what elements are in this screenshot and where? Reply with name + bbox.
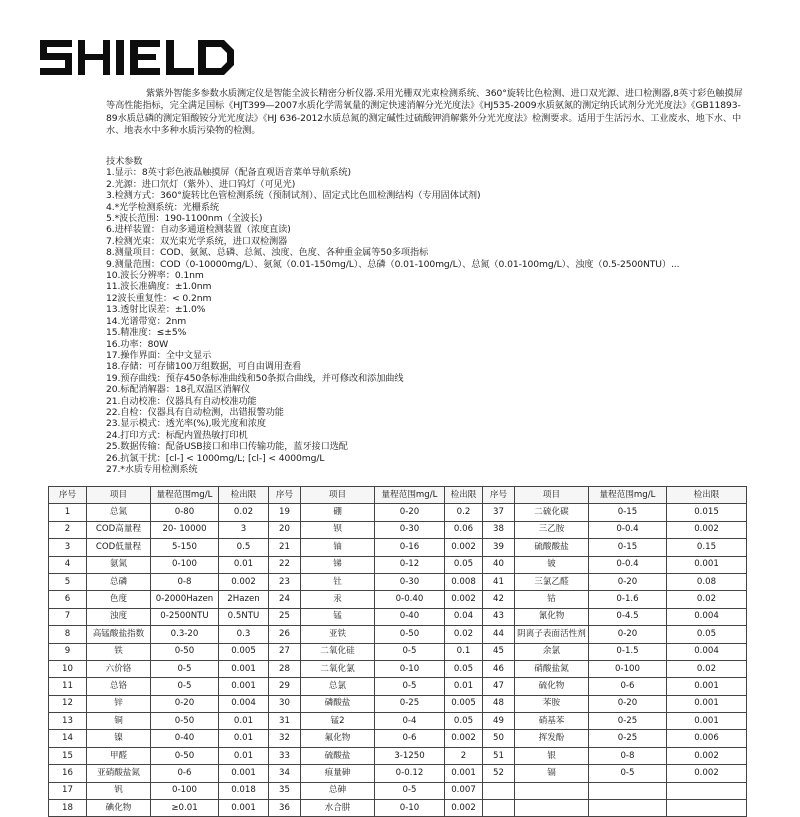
table-cell: 0-5	[151, 678, 219, 695]
table-cell	[515, 800, 589, 817]
table-cell: 水合肼	[301, 800, 375, 817]
table-cell: 0-40	[375, 608, 445, 625]
spec-item: 5.*波长范围：190-1100nm（全波长)	[106, 213, 263, 225]
table-cell: 铍	[515, 556, 589, 573]
parameter-table	[48, 486, 747, 817]
table-cell: 阴离子表面活性剂	[515, 626, 589, 643]
spec-item: 4.*光学检测系统：光栅系统	[106, 201, 220, 213]
table-cell: 0.5NTU	[219, 608, 269, 625]
table-cell: 0-10	[375, 660, 445, 677]
table-cell: 20	[269, 521, 301, 538]
spec-item: 20.标配消解器：18孔双温区消解仪	[106, 384, 250, 396]
table-cell: 40	[483, 556, 515, 573]
table-cell: 0.06	[445, 521, 483, 538]
table-cell: 0.05	[667, 626, 747, 643]
table-cell: 0-15	[589, 504, 667, 521]
table-cell: 0-6	[375, 730, 445, 747]
table-cell: 32	[269, 730, 301, 747]
table-cell: 31	[269, 713, 301, 730]
spec-item: 7.检测光束：双光束光学系统，进口双检测器	[106, 235, 288, 247]
table-cell: 24	[269, 591, 301, 608]
table-row	[49, 556, 747, 573]
table-cell: 4	[49, 556, 87, 573]
table-cell: 0-20	[589, 626, 667, 643]
spec-item: 16.功率：80W	[106, 338, 169, 350]
table-cell: 0-40	[151, 730, 219, 747]
table-cell: 0.05	[445, 660, 483, 677]
table-cell: 0-50	[151, 643, 219, 660]
table-cell: 2Hazen	[219, 591, 269, 608]
spec-item: 14.光谱带宽：2nm	[106, 315, 187, 327]
spec-item: 26.抗氯干扰：[cl-] < 1000mg/L; [cl-] < 4000mg/L	[106, 452, 325, 464]
column-header: 序号	[483, 487, 515, 504]
column-header: 量程范围mg/L	[375, 487, 445, 504]
table-cell: 0.002	[445, 539, 483, 556]
table-cell: 0.005	[445, 695, 483, 712]
table-cell: 52	[483, 765, 515, 782]
table-cell: 3-1250	[375, 747, 445, 764]
table-head	[49, 487, 747, 504]
table-cell: 总磷	[87, 573, 151, 590]
table-cell: 0.001	[219, 660, 269, 677]
table-cell: 高锰酸盐指数	[87, 626, 151, 643]
table-cell: 钡	[301, 521, 375, 538]
column-header: 项目	[87, 487, 151, 504]
table-body	[49, 504, 747, 817]
table-cell: 0.002	[667, 765, 747, 782]
spec-item: 24.打印方式：标配内置热敏打印机	[106, 429, 248, 441]
table-cell: 47	[483, 678, 515, 695]
table-cell: 挥发酚	[515, 730, 589, 747]
table-cell: 0.004	[667, 608, 747, 625]
table-cell: 0-50	[375, 626, 445, 643]
table-cell: 0-0.12	[375, 765, 445, 782]
table-cell: 0.04	[445, 608, 483, 625]
table-cell: 28	[269, 660, 301, 677]
table-cell: 钒	[87, 782, 151, 799]
table-cell: 0.002	[667, 521, 747, 538]
table-cell: 8	[49, 626, 87, 643]
table-cell: 硫化物	[515, 678, 589, 695]
table-cell: 37	[483, 504, 515, 521]
spec-item: 10.波长分辨率：0.1nm	[106, 270, 204, 282]
table-cell: 三乙胺	[515, 521, 589, 538]
table-cell: 0-30	[375, 573, 445, 590]
table-cell: 18	[49, 800, 87, 817]
spec-item: 3.检测方式：360°旋转比色管检测系统（预制试剂）、固定式比色皿检测结构（专用固体试剂)	[106, 190, 481, 202]
table-cell: 19	[269, 504, 301, 521]
spec-item: 13.透射比误差：±1.0%	[106, 304, 206, 316]
table-cell: 0-5	[375, 678, 445, 695]
spec-item: 19.预存曲线：预存450条标准曲线和50条拟合曲线，并可修改和添加曲线	[106, 372, 404, 384]
table-cell: 总氮	[87, 504, 151, 521]
table-row	[49, 713, 747, 730]
table-cell: 银	[515, 747, 589, 764]
table-cell: 0-20	[375, 504, 445, 521]
table-cell: 0.02	[219, 504, 269, 521]
table-cell: 27	[269, 643, 301, 660]
table-row	[49, 660, 747, 677]
table-cell: 0.01	[219, 713, 269, 730]
table-cell: ≥0.01	[151, 800, 219, 817]
table-cell: 0-1.5	[589, 643, 667, 660]
table-cell: 钴	[515, 591, 589, 608]
table-cell: 12	[49, 695, 87, 712]
table-cell: 0.3	[219, 626, 269, 643]
table-cell: 9	[49, 643, 87, 660]
table-cell: 0-12	[375, 556, 445, 573]
table-cell: 0-8	[589, 747, 667, 764]
table-cell: 铀	[301, 539, 375, 556]
table-cell: 0.002	[445, 591, 483, 608]
table-cell: 26	[269, 626, 301, 643]
table-cell: 21	[269, 539, 301, 556]
table-cell	[483, 800, 515, 817]
table-cell: 0.01	[219, 730, 269, 747]
table-cell: 49	[483, 713, 515, 730]
table-cell: 0.01	[219, 747, 269, 764]
table-cell: 磷酸盐	[301, 695, 375, 712]
table-cell: 17	[49, 782, 87, 799]
table-cell: 0.007	[445, 782, 483, 799]
table-cell: 铜	[87, 713, 151, 730]
spec-item: 22.自检：仪器具有自动检测，出错报警功能	[106, 406, 284, 418]
table-cell: 0-2500NTU	[151, 608, 219, 625]
table-cell: 20- 10000	[151, 521, 219, 538]
spec-title: 技术参数	[106, 156, 143, 167]
table-cell: 三氯乙醛	[515, 573, 589, 590]
table-cell: 0-50	[151, 713, 219, 730]
table-cell	[667, 800, 747, 817]
table-cell: COD高量程	[87, 521, 151, 538]
column-header: 检出限	[445, 487, 483, 504]
table-row	[49, 730, 747, 747]
table-cell: 六价铬	[87, 660, 151, 677]
table-cell	[589, 782, 667, 799]
table-cell: 33	[269, 747, 301, 764]
spec-item: 27.*水质专用检测系统	[106, 463, 198, 475]
spec-item: 2.光源：进口氘灯（紫外）、进口钨灯（可见光)	[106, 178, 296, 190]
table-cell: 3	[49, 539, 87, 556]
table-row	[49, 539, 747, 556]
table-cell: 36	[269, 800, 301, 817]
table-cell: 48	[483, 695, 515, 712]
table-cell	[589, 800, 667, 817]
spec-item: 6.进样装置：自动多通道检测装置（浓度直读)	[106, 224, 291, 236]
table-cell: 总砷	[301, 782, 375, 799]
table-cell: 亚硝酸盐氮	[87, 765, 151, 782]
table-cell: 11	[49, 678, 87, 695]
table-cell: 0.1	[445, 643, 483, 660]
table-cell: 38	[483, 521, 515, 538]
table-cell: 镍	[87, 730, 151, 747]
table-cell: 铁	[87, 643, 151, 660]
table-cell: 0.001	[667, 556, 747, 573]
column-header: 项目	[515, 487, 589, 504]
table-cell: 锰	[301, 608, 375, 625]
table-cell: 0.008	[445, 573, 483, 590]
table-cell: 0.001	[219, 765, 269, 782]
brand-logo	[38, 38, 238, 78]
table-cell: 0-20	[589, 695, 667, 712]
table-cell: 苯胺	[515, 695, 589, 712]
table-cell: 30	[269, 695, 301, 712]
table-cell: 16	[49, 765, 87, 782]
table-cell: 二氧化氯	[301, 660, 375, 677]
table-cell: 二硫化碳	[515, 504, 589, 521]
table-cell: 二氧化硅	[301, 643, 375, 660]
spec-section	[106, 156, 766, 475]
table-cell: 0-6	[589, 678, 667, 695]
table-cell: 35	[269, 782, 301, 799]
table-cell	[515, 782, 589, 799]
spec-item: 23.显示模式：透光率(%),吸光度和浓度	[106, 418, 266, 430]
table-cell: 0-5	[589, 765, 667, 782]
table-cell: 43	[483, 608, 515, 625]
table-cell: 镉	[515, 765, 589, 782]
table-cell: 0.002	[445, 800, 483, 817]
table-cell: 亚铁	[301, 626, 375, 643]
table-row	[49, 765, 747, 782]
table-row	[49, 643, 747, 660]
spec-item: 15.精准度：≤±5%	[106, 327, 187, 339]
table-cell: 0-4	[375, 713, 445, 730]
spec-item: 9.测量范围：COD（0-10000mg/L）、氨氮（0.01-150mg/L）、总磷（0.01-100mg/L）、总氮（0.01-100mg/L）、浊度（0.5-2500NTU）...	[106, 258, 680, 270]
table-cell: 0.002	[219, 573, 269, 590]
table-cell: 汞	[301, 591, 375, 608]
table-cell: 50	[483, 730, 515, 747]
table-cell: 硝酸盐氮	[515, 660, 589, 677]
table-cell: 46	[483, 660, 515, 677]
column-header: 量程范围mg/L	[151, 487, 219, 504]
table-row	[49, 695, 747, 712]
table-cell: 总氯	[301, 678, 375, 695]
table-cell: 0.004	[667, 643, 747, 660]
column-header: 项目	[301, 487, 375, 504]
table-cell: 0.018	[219, 782, 269, 799]
table-cell: 0.015	[667, 504, 747, 521]
table-cell: 0.004	[219, 695, 269, 712]
table-cell: 色度	[87, 591, 151, 608]
table-cell: 硝基苯	[515, 713, 589, 730]
table-cell: 0-16	[375, 539, 445, 556]
table-cell: 0-25	[589, 713, 667, 730]
spec-item: 17.操作界面：全中文显示	[106, 349, 212, 361]
table-cell: 0-6	[151, 765, 219, 782]
table-cell: 0-80	[151, 504, 219, 521]
table-row	[49, 747, 747, 764]
table-cell: 51	[483, 747, 515, 764]
table-cell: 0.01	[219, 556, 269, 573]
table-cell: 0-2000Hazen	[151, 591, 219, 608]
spec-item: 12波长重复性：< 0.2nm	[106, 292, 212, 304]
table-cell: 0-25	[375, 695, 445, 712]
table-cell: 42	[483, 591, 515, 608]
table-cell: 5-150	[151, 539, 219, 556]
table-cell: 45	[483, 643, 515, 660]
shield-logo-graphic	[38, 38, 238, 78]
table-cell: 0-100	[589, 660, 667, 677]
table-cell: 13	[49, 713, 87, 730]
table-cell: 锌	[87, 695, 151, 712]
table-cell: 7	[49, 608, 87, 625]
table-cell: 锰2	[301, 713, 375, 730]
table-cell: 0-5	[375, 782, 445, 799]
table-cell: 3	[219, 521, 269, 538]
column-header: 序号	[269, 487, 301, 504]
table-cell: 0.05	[445, 556, 483, 573]
table-cell: 氨氮	[87, 556, 151, 573]
table-cell: 总铬	[87, 678, 151, 695]
table-cell: 34	[269, 765, 301, 782]
table-cell: 0-5	[375, 643, 445, 660]
table-cell: 44	[483, 626, 515, 643]
table-cell: 锑	[301, 556, 375, 573]
table-cell: 0.08	[667, 573, 747, 590]
spec-item: 25.数据传输：配备USB接口和串口传输功能，蓝牙接口选配	[106, 441, 348, 453]
table-cell: 0.001	[667, 695, 747, 712]
table-row	[49, 626, 747, 643]
table-cell: 0.001	[667, 678, 747, 695]
table-cell: 0.5	[219, 539, 269, 556]
table-row	[49, 591, 747, 608]
table-cell: 5	[49, 573, 87, 590]
table-cell: 0-4.5	[589, 608, 667, 625]
table-row	[49, 608, 747, 625]
table-cell: 硫酸酸盐	[515, 539, 589, 556]
table-row	[49, 573, 747, 590]
table-cell: 0.001	[219, 678, 269, 695]
table-cell: 0.02	[667, 660, 747, 677]
table-cell: 0.001	[445, 765, 483, 782]
table-cell: 0-8	[151, 573, 219, 590]
spec-item: 1.显示：8英寸彩色液晶触摸屏（配备直观语音菜单导航系统)	[106, 167, 351, 179]
table-cell: 0.02	[667, 591, 747, 608]
table-row	[49, 800, 747, 817]
table-cell: 41	[483, 573, 515, 590]
spec-item: 18.存储：可存储100万组数据，可自由调用查看	[106, 361, 302, 373]
table-cell: 0.001	[219, 800, 269, 817]
table-cell: 0.001	[667, 713, 747, 730]
table-cell: 22	[269, 556, 301, 573]
table-cell: 0-0.4	[589, 521, 667, 538]
table-cell: 0-0.40	[375, 591, 445, 608]
table-cell: 14	[49, 730, 87, 747]
table-cell: 碘化物	[87, 800, 151, 817]
table-cell: 0.3-20	[151, 626, 219, 643]
table-cell: 氟化物	[301, 730, 375, 747]
table-cell: 0.01	[445, 678, 483, 695]
table-row	[49, 782, 747, 799]
spec-item: 11.波长准确度：±1.0nm	[106, 281, 212, 293]
product-intro	[106, 88, 746, 138]
table-cell: 0.05	[445, 713, 483, 730]
table-cell: 氰化物	[515, 608, 589, 625]
table-cell: 硼	[301, 504, 375, 521]
table-cell: 0-15	[589, 539, 667, 556]
table-cell: 0-100	[151, 556, 219, 573]
table-cell: 硫酸盐	[301, 747, 375, 764]
table-row	[49, 678, 747, 695]
table-cell: 0.15	[667, 539, 747, 556]
table-cell: 0-1.6	[589, 591, 667, 608]
table-cell: 0-20	[589, 573, 667, 590]
table-cell: 10	[49, 660, 87, 677]
table-cell: 2	[49, 521, 87, 538]
table-cell: 浊度	[87, 608, 151, 625]
table-cell: 余氯	[515, 643, 589, 660]
spec-item: 21.自动校准：仪器具有自动校准功能	[106, 395, 257, 407]
table-cell: 0-25	[589, 730, 667, 747]
table-cell: 0-20	[151, 695, 219, 712]
table-cell: 23	[269, 573, 301, 590]
column-header: 检出限	[219, 487, 269, 504]
spec-item: 8.测量项目：COD、氨氮、总磷、总氮、浊度、色度、各种重金属等50多项指标	[106, 247, 429, 259]
table-cell: 0-5	[151, 660, 219, 677]
table-cell: 0.005	[219, 643, 269, 660]
table-cell: 0-50	[151, 747, 219, 764]
table-row	[49, 521, 747, 538]
table-cell: 0-30	[375, 521, 445, 538]
spec-list	[106, 167, 766, 475]
table-cell: 0-100	[151, 782, 219, 799]
table-cell: 2	[445, 747, 483, 764]
table-cell: 0.002	[445, 730, 483, 747]
table-header-row	[49, 487, 747, 504]
table-row	[49, 504, 747, 521]
column-header: 序号	[49, 487, 87, 504]
table-cell: COD低量程	[87, 539, 151, 556]
column-header: 量程范围mg/L	[589, 487, 667, 504]
table-cell	[483, 782, 515, 799]
table-cell: 29	[269, 678, 301, 695]
table-cell: 39	[483, 539, 515, 556]
table-cell: 15	[49, 747, 87, 764]
table-cell: 0.006	[667, 730, 747, 747]
table-cell: 钍	[301, 573, 375, 590]
table-cell: 甲醛	[87, 747, 151, 764]
table-cell: 痕量砷	[301, 765, 375, 782]
table-cell: 0.02	[445, 626, 483, 643]
table-cell: 0-0.4	[589, 556, 667, 573]
table-cell: 0.002	[667, 747, 747, 764]
table-cell: 6	[49, 591, 87, 608]
table-cell: 0.2	[445, 504, 483, 521]
table-cell: 25	[269, 608, 301, 625]
intro-paragraph: 紫紫外智能多参数水质测定仪是智能全波长精密分析仪器.采用光栅双光束检测系统、360°旋转比色检测、进口双光源、进口检测器,8英寸彩色触摸屏等高性能指标，完全满足国标《HJT399—2007水质化学需氧量的测定快速消解分光光度法》《HJ535-2009水质氨氮的测定纳氏试剂分光光度法》《GB11893-89水质总磷的测定钼酸铵分光光度法》《HJ 636-2012水质总氮的测定碱性过硫酸钾消解紫外分光光度法》检测要求。适用于生活污水、工业废水、地下水、中水、地表水中多种水质污染物的检测。	[106, 88, 743, 137]
table-cell: 0-10	[375, 800, 445, 817]
table-cell	[667, 782, 747, 799]
table-cell: 1	[49, 504, 87, 521]
column-header: 检出限	[667, 487, 747, 504]
